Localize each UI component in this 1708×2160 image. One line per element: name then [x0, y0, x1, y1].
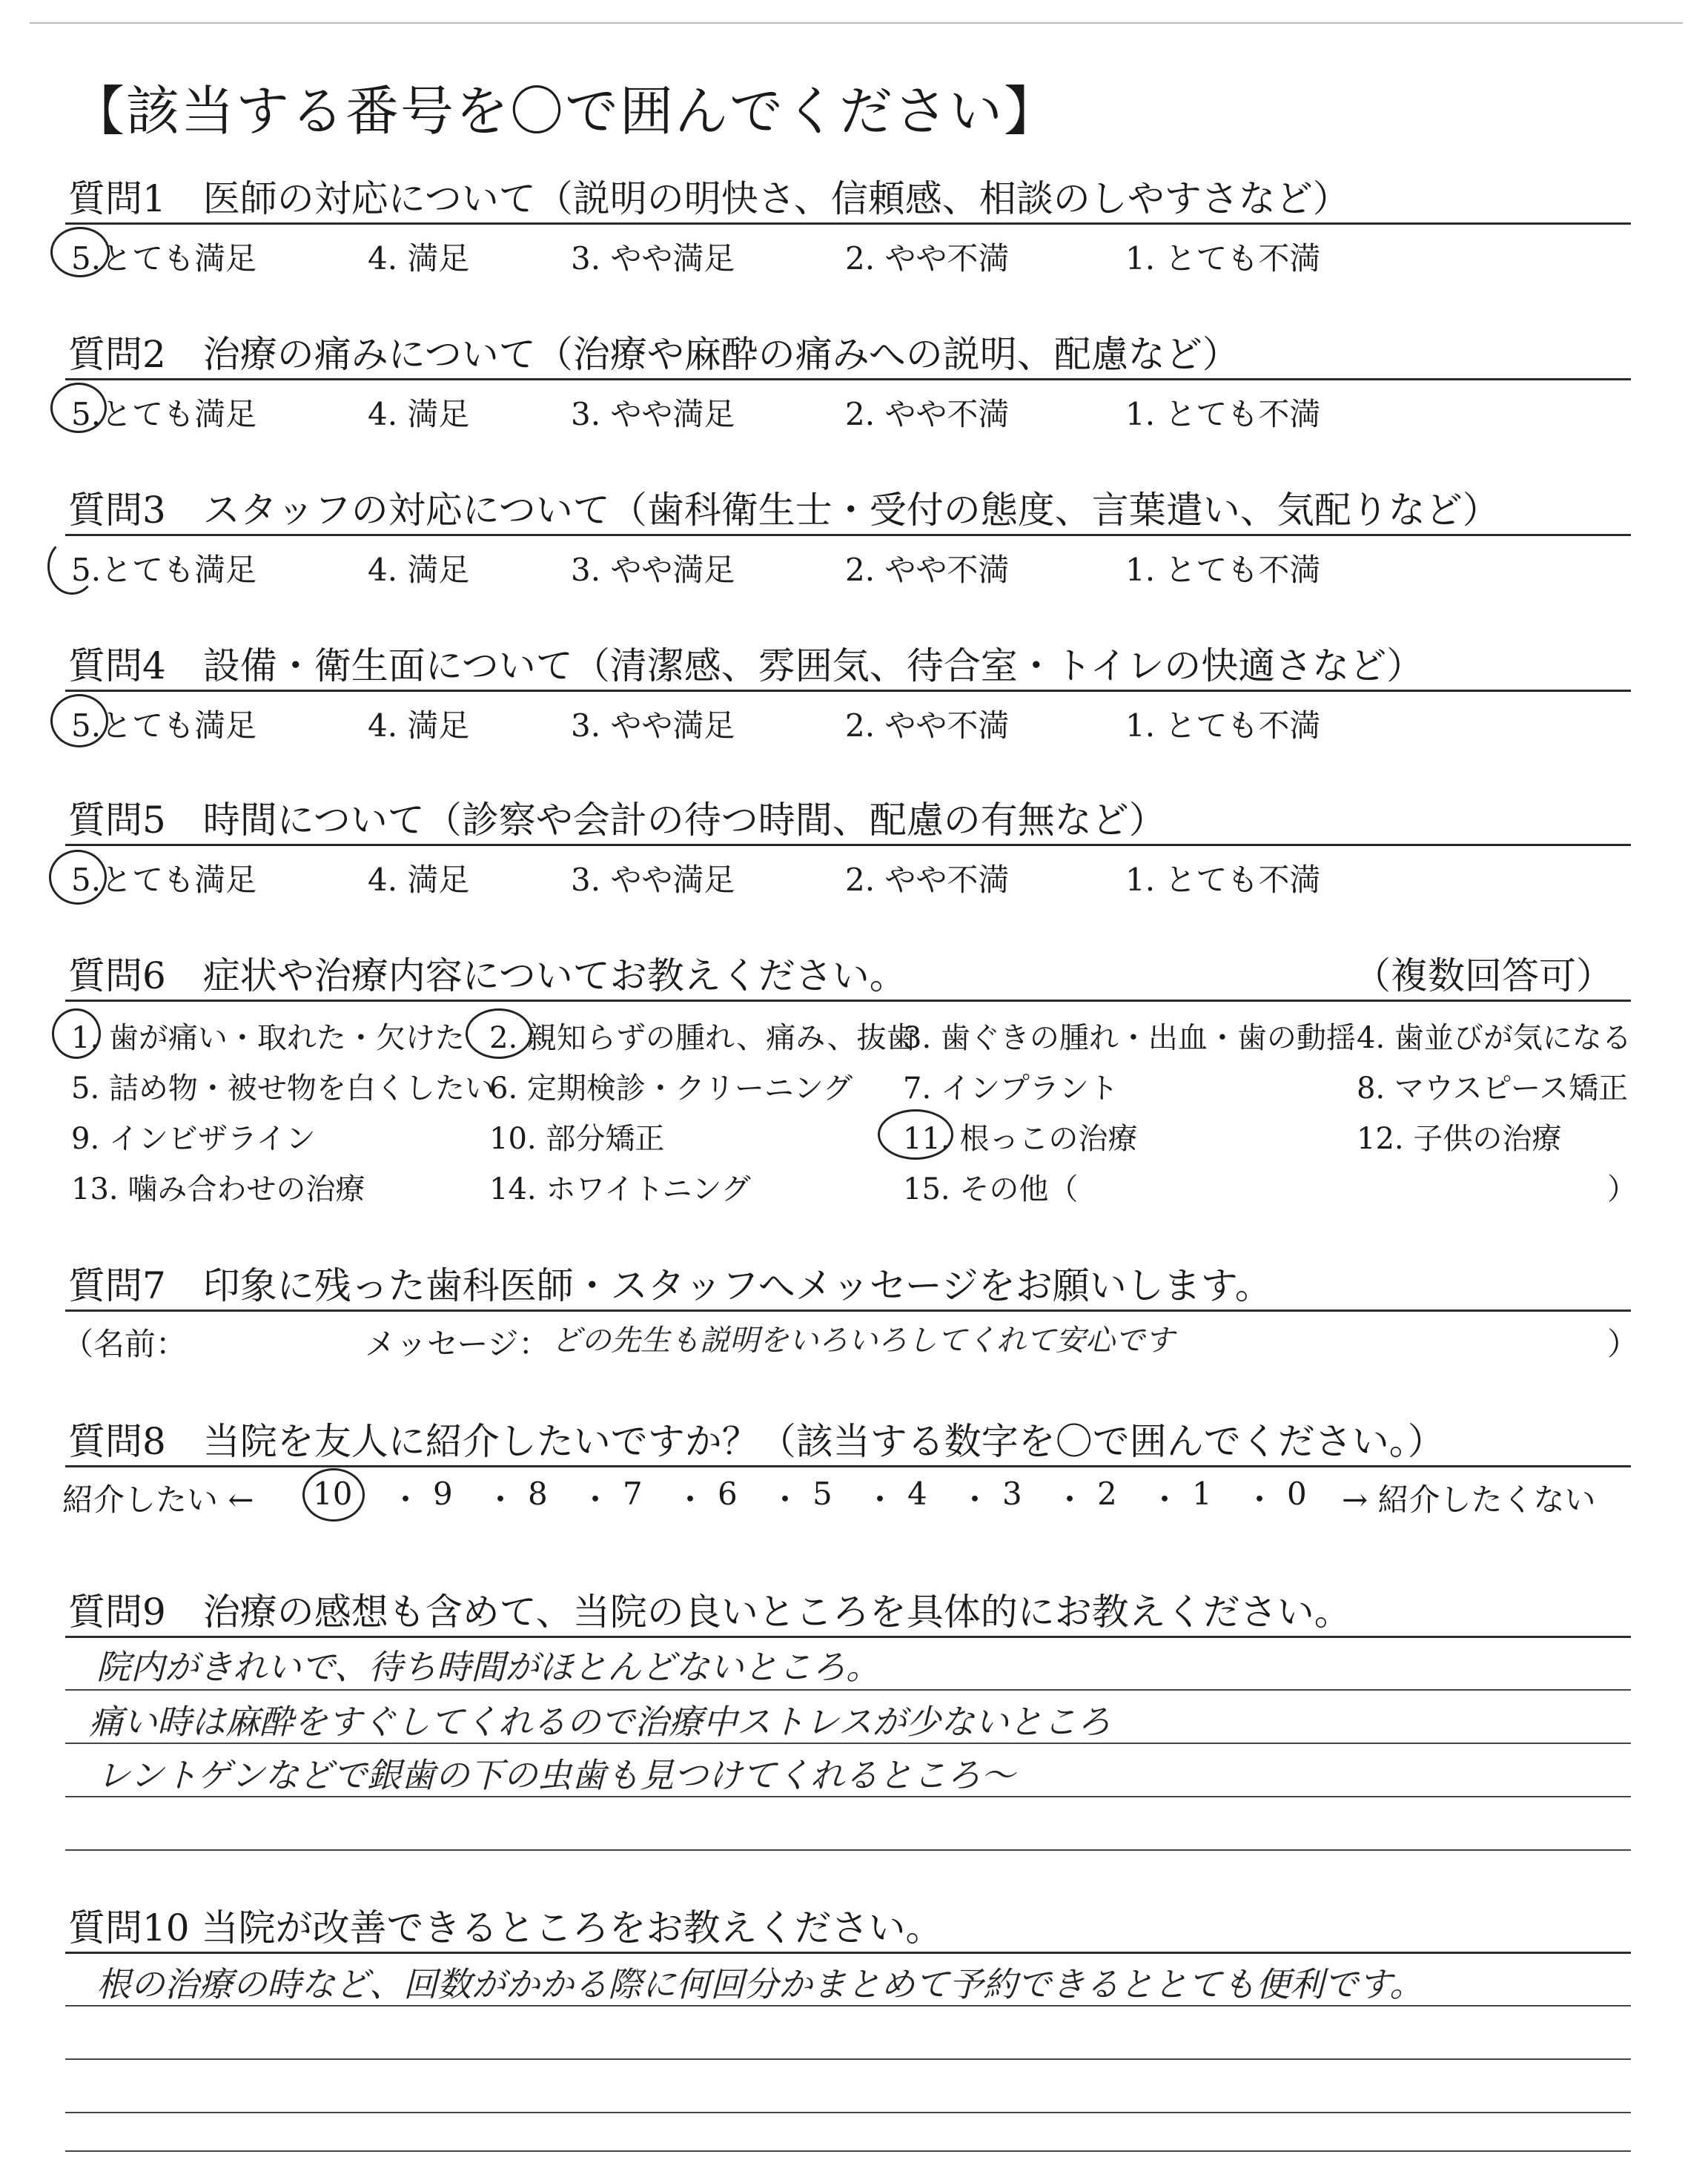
- question-7-underline: [65, 1309, 1631, 1312]
- q7-message-text[interactable]: どの先生も説明をいろいろしてくれて安心です: [552, 1324, 1174, 1358]
- q5-option-4[interactable]: 4. 満足: [368, 862, 470, 898]
- q8-scale-dot: ・: [1054, 1482, 1086, 1518]
- q8-scale-10[interactable]: 10: [313, 1476, 353, 1512]
- q5-selected-circle: [49, 850, 107, 905]
- question-7-title: 質問7 印象に残った歯科医師・スタッフへメッセージをお願いします。: [68, 1264, 1272, 1307]
- q5-option-3[interactable]: 3. やや満足: [571, 862, 735, 898]
- q8-scale-8[interactable]: 8: [528, 1476, 548, 1512]
- q8-scale-dot: ・: [580, 1482, 612, 1518]
- question-6-note: （複数回答可）: [1354, 954, 1613, 997]
- q8-scale-dot: ・: [864, 1482, 896, 1518]
- q6-option-10[interactable]: 10. 部分矯正: [489, 1122, 665, 1156]
- q6-option-1[interactable]: 1. 歯が痛い・取れた・欠けた: [71, 1021, 465, 1055]
- q8-scale-dot: ・: [769, 1482, 801, 1518]
- question-2-underline: [65, 378, 1631, 380]
- q7-name-label: （名前：: [62, 1326, 188, 1362]
- q2-option-2[interactable]: 2. やや不満: [845, 396, 1010, 432]
- q8-scale-6[interactable]: 6: [718, 1476, 738, 1512]
- q9-writing-line: [65, 1689, 1631, 1691]
- q3-option-4[interactable]: 4. 満足: [368, 552, 470, 588]
- q8-scale-dot: ・: [675, 1482, 706, 1518]
- q3-option-5[interactable]: 5.とても満足: [71, 552, 257, 588]
- q5-option-5[interactable]: 5.とても満足: [71, 862, 257, 898]
- question-6-title: 質問6 症状や治療内容についてお教えください。: [68, 954, 907, 997]
- q6-option-3[interactable]: 3. 歯ぐきの腫れ・出血・歯の動揺: [903, 1021, 1356, 1055]
- q3-option-2[interactable]: 2. やや不満: [845, 552, 1010, 588]
- q8-scale-5[interactable]: 5: [812, 1476, 833, 1512]
- q4-option-2[interactable]: 2. やや不満: [845, 707, 1010, 744]
- question-6-underline: [65, 1000, 1631, 1002]
- q5-option-2[interactable]: 2. やや不満: [845, 862, 1010, 898]
- q9-writing-line: [65, 1796, 1631, 1797]
- q8-scale-2[interactable]: 2: [1097, 1476, 1117, 1512]
- question-10-underline: [65, 1952, 1631, 1954]
- scan-top-border: [30, 22, 1683, 24]
- q7-close-paren: ）: [1607, 1326, 1639, 1362]
- q2-selected-circle: [50, 383, 107, 433]
- q8-scale-dot: ・: [1244, 1482, 1276, 1518]
- q8-left-label: 紹介したい ←: [62, 1482, 254, 1518]
- q5-option-1[interactable]: 1. とても不満: [1125, 862, 1321, 898]
- q10-writing-line: [65, 2150, 1631, 2152]
- question-10-title: 質問10 当院が改善できるところをお教えください。: [68, 1906, 943, 1949]
- q6-option-11[interactable]: 11. 根っこの治療: [903, 1122, 1138, 1156]
- q3-option-3[interactable]: 3. やや満足: [571, 552, 735, 588]
- q8-selected-circle: [302, 1468, 365, 1522]
- q2-option-3[interactable]: 3. やや満足: [571, 396, 735, 432]
- question-3-title: 質問3 スタッフの対応について（歯科衛生士・受付の態度、言葉遣い、気配りなど）: [68, 489, 1500, 532]
- q1-option-2[interactable]: 2. やや不満: [845, 240, 1010, 277]
- q6-option-14[interactable]: 14. ホワイトニング: [489, 1172, 751, 1206]
- q4-selected-circle: [50, 694, 108, 747]
- q3-option-1[interactable]: 1. とても不満: [1125, 552, 1321, 588]
- question-8-underline: [65, 1465, 1631, 1467]
- q8-scale-0[interactable]: 0: [1287, 1476, 1307, 1512]
- page-title: 【該当する番号を〇で囲んでください】: [71, 80, 1059, 142]
- q10-answer-line-1[interactable]: 根の治療の時など、回数がかかる際に何回分かまとめて予約できるととても便利です。: [96, 1964, 1424, 2004]
- q4-option-1[interactable]: 1. とても不満: [1125, 707, 1321, 744]
- q9-writing-line: [65, 1743, 1631, 1744]
- question-4-underline: [65, 690, 1631, 692]
- q6-option-9[interactable]: 9. インビザライン: [71, 1122, 316, 1156]
- q6-option-8[interactable]: 8. マウスピース矯正: [1357, 1071, 1629, 1106]
- q1-option-1[interactable]: 1. とても不満: [1125, 240, 1321, 277]
- q6-option-12[interactable]: 12. 子供の治療: [1357, 1122, 1562, 1156]
- q9-answer-line-1[interactable]: 院内がきれいで、待ち時間がほとんどないところ。: [96, 1647, 881, 1687]
- q6-option-6[interactable]: 6. 定期検診・クリーニング: [489, 1071, 853, 1106]
- q8-scale-1[interactable]: 1: [1192, 1476, 1212, 1512]
- q6-option-15-close: ）: [1607, 1172, 1637, 1206]
- q4-option-3[interactable]: 3. やや満足: [571, 707, 735, 744]
- q10-writing-line: [65, 2058, 1631, 2060]
- question-9-underline: [65, 1636, 1631, 1638]
- q6-option-5[interactable]: 5. 詰め物・被せ物を白くしたい: [71, 1071, 494, 1106]
- question-3-underline: [65, 534, 1631, 536]
- q9-writing-line: [65, 1849, 1631, 1851]
- q8-scale-dot: ・: [390, 1482, 422, 1518]
- q6-option-7[interactable]: 7. インプラント: [903, 1071, 1119, 1106]
- question-5-underline: [65, 844, 1631, 846]
- q4-option-4[interactable]: 4. 満足: [368, 707, 470, 744]
- question-9-title: 質問9 治療の感想も含めて、当院の良いところを具体的にお教えください。: [68, 1591, 1351, 1634]
- q4-option-5[interactable]: 5.とても満足: [71, 707, 257, 744]
- q2-option-1[interactable]: 1. とても不満: [1125, 396, 1321, 432]
- q7-message-label: メッセージ：: [365, 1326, 550, 1362]
- q8-scale-7[interactable]: 7: [623, 1476, 643, 1512]
- q1-option-3[interactable]: 3. やや満足: [571, 240, 735, 277]
- q6-selected-circle-11: [878, 1109, 953, 1160]
- question-4-title: 質問4 設備・衛生面について（清潔感、雰囲気、待合室・トイレの快適さなど）: [68, 644, 1424, 687]
- q6-option-2[interactable]: 2. 親知らずの腫れ、痛み、抜歯: [489, 1021, 916, 1055]
- question-5-title: 質問5 時間について（診察や会計の待つ時間、配慮の有無など）: [68, 799, 1166, 842]
- q6-option-4[interactable]: 4. 歯並びが気になる: [1357, 1021, 1632, 1055]
- q8-scale-dot: ・: [1149, 1482, 1181, 1518]
- q1-option-5[interactable]: 5.とても満足: [71, 240, 257, 277]
- q8-scale-dot: ・: [485, 1482, 517, 1518]
- q1-option-4[interactable]: 4. 満足: [368, 240, 470, 277]
- q10-writing-line: [65, 2005, 1631, 2007]
- q6-selected-circle-2: [466, 1008, 532, 1059]
- q2-option-5[interactable]: 5.とても満足: [71, 396, 257, 432]
- q8-scale-dot: ・: [959, 1482, 991, 1518]
- question-1-underline: [65, 222, 1631, 225]
- q3-selected-circle: [47, 538, 96, 595]
- q6-selected-circle-1: [52, 1008, 101, 1059]
- q8-scale-3[interactable]: 3: [1002, 1476, 1022, 1512]
- q6-option-15[interactable]: 15. その他（: [903, 1172, 1079, 1206]
- q8-scale-4[interactable]: 4: [907, 1476, 927, 1512]
- q10-writing-line: [65, 2112, 1631, 2113]
- q8-scale-9[interactable]: 9: [433, 1476, 453, 1512]
- question-1-title: 質問1 医師の対応について（説明の明快さ、信頼感、相談のしやすさなど）: [68, 177, 1350, 220]
- q1-selected-circle: [50, 227, 110, 277]
- q8-right-label: → 紹介したくない: [1342, 1482, 1596, 1518]
- question-2-title: 質問2 治療の痛みについて（治療や麻酔の痛みへの説明、配慮など）: [68, 333, 1239, 376]
- question-8-title: 質問8 当院を友人に紹介したいですか？（該当する数字を〇で囲んでください。）: [68, 1420, 1445, 1463]
- q9-answer-line-2[interactable]: 痛い時は麻酔をすぐしてくれるので治療中ストレスが少ないところ: [89, 1702, 1111, 1742]
- q2-option-4[interactable]: 4. 満足: [368, 396, 470, 432]
- q6-option-13[interactable]: 13. 噛み合わせの治療: [71, 1172, 365, 1206]
- q9-answer-line-3[interactable]: レントゲンなどで銀歯の下の虫歯も見つけてくれるところ～: [96, 1755, 1016, 1795]
